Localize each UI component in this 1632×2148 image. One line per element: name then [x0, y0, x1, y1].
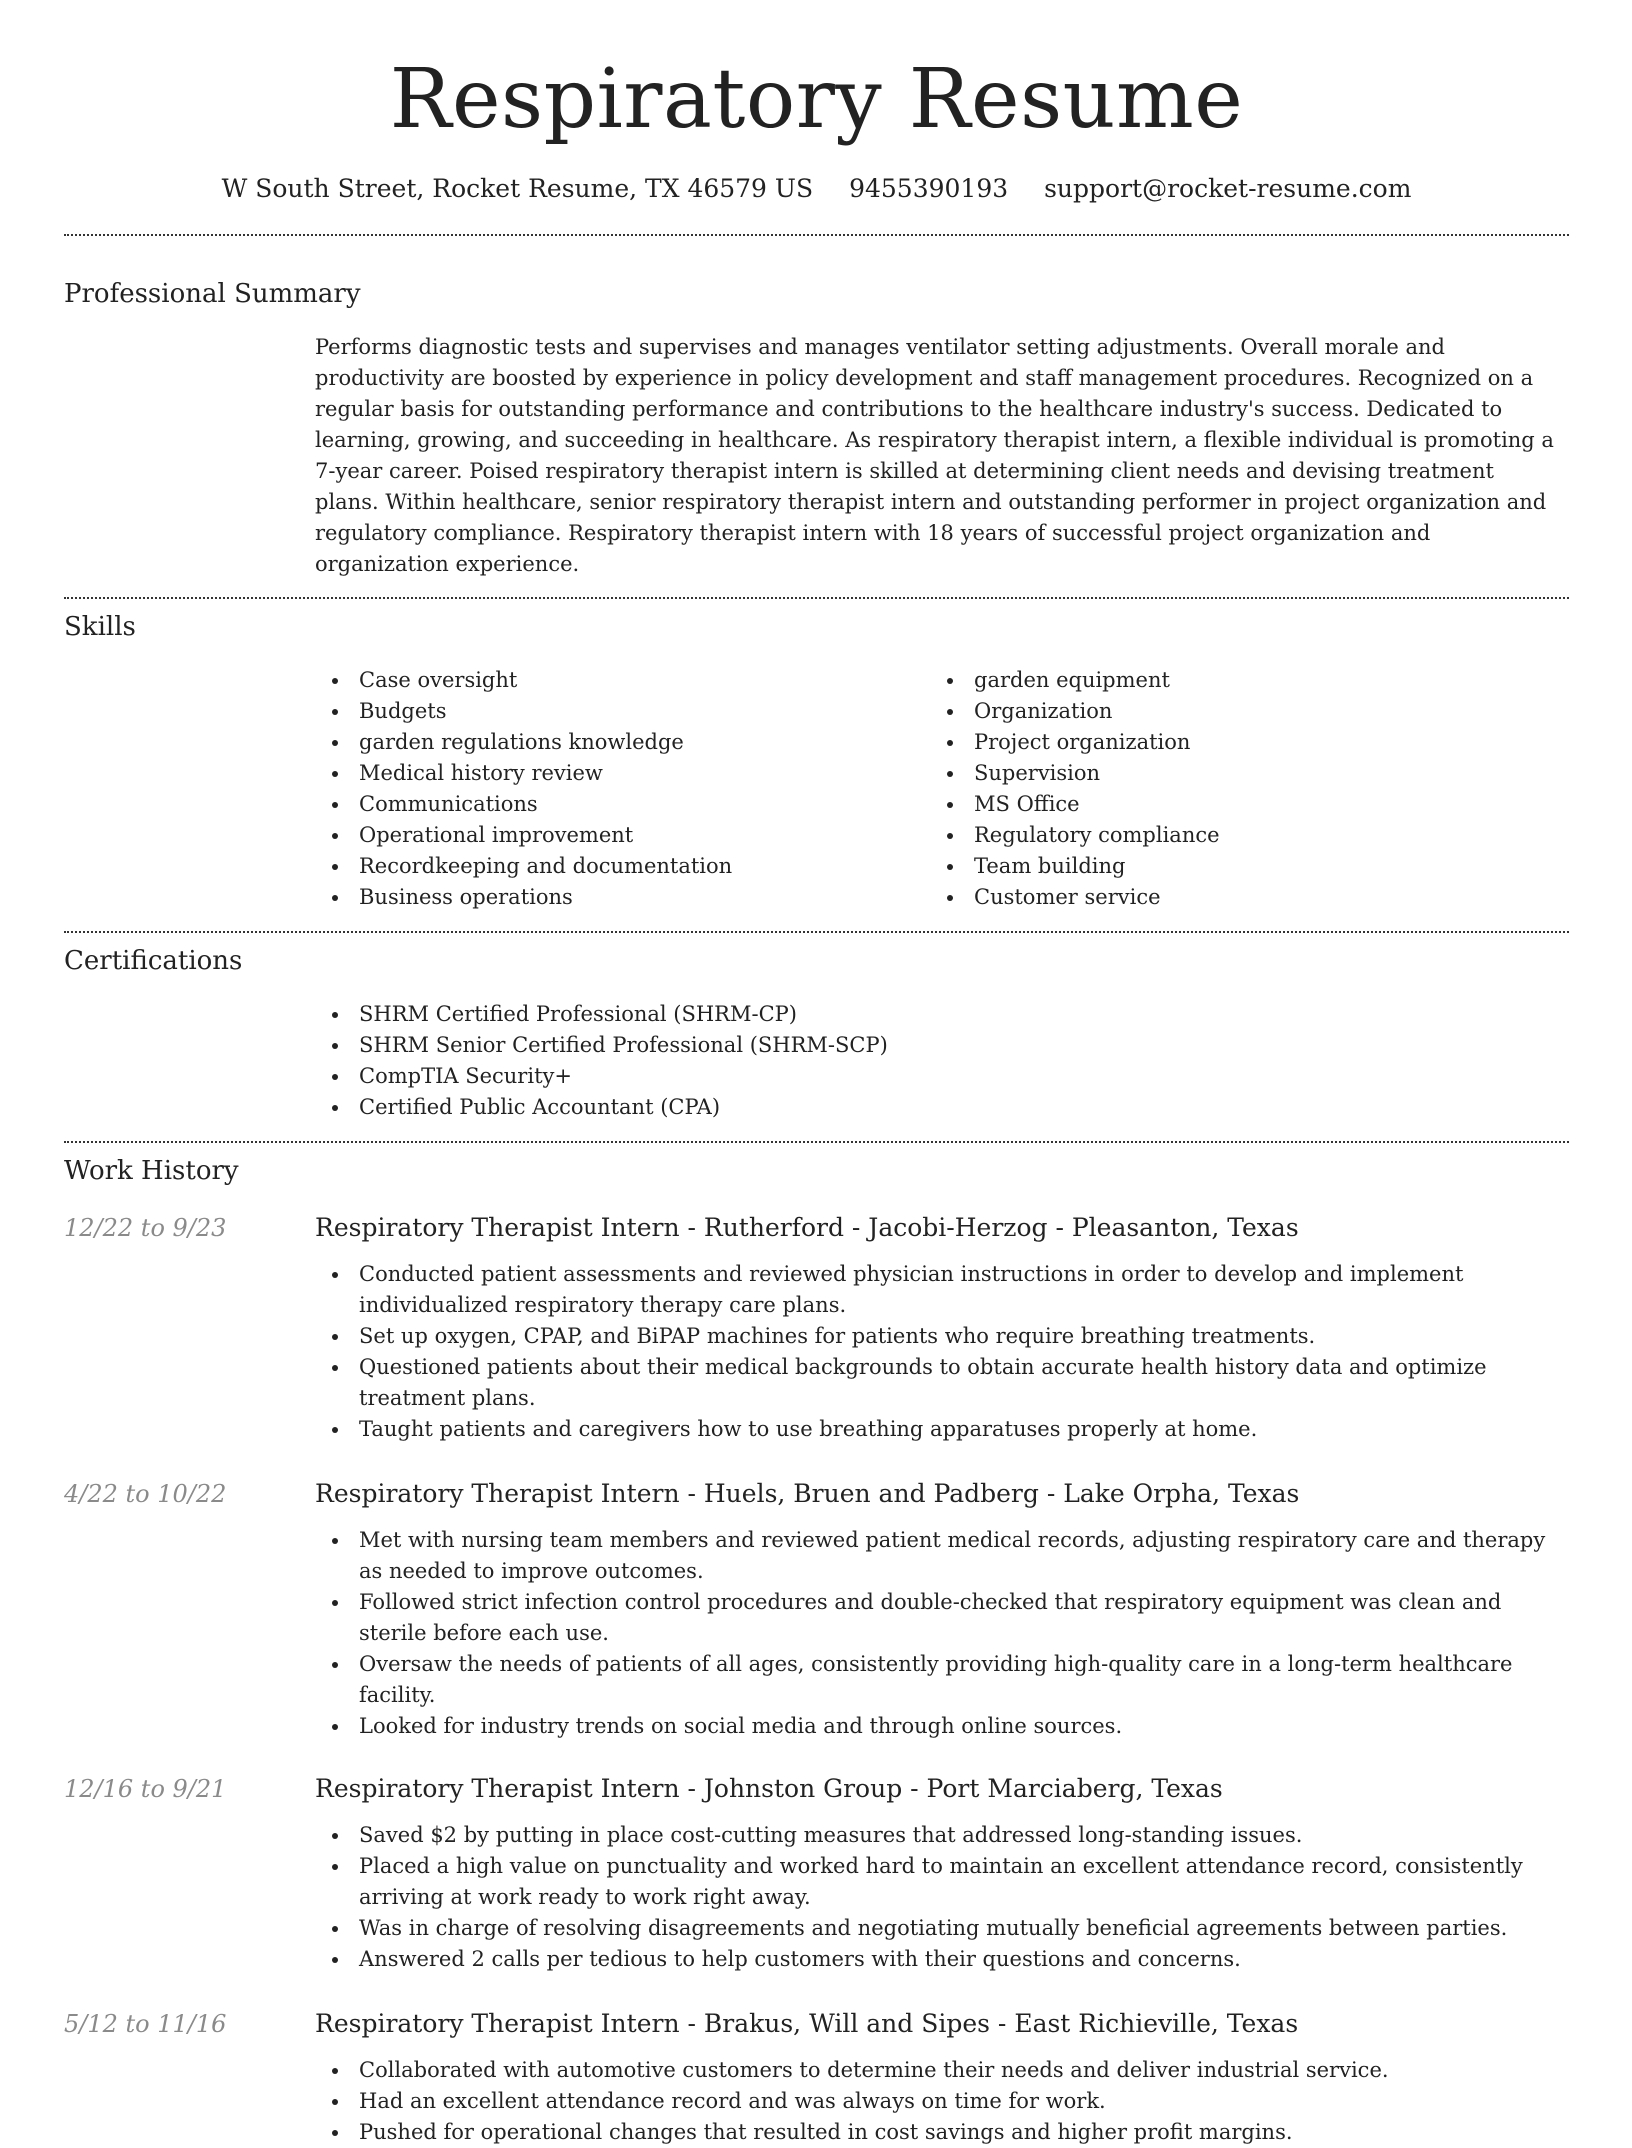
skills-list-left: [315, 665, 930, 913]
contact-line: [64, 172, 1569, 206]
job-entry: [64, 2007, 1569, 2148]
job-title: Respiratory Therapist Intern - Rutherford - Jacobi-Herzog - Pleasanton, Texas: [315, 1213, 1299, 1242]
job-bullet: Conducted patient assessments and reviewed physician instructions in order to develop and implement individualized respiratory therapy care plans.: [315, 1259, 1569, 1321]
contact-address: W South Street, Rocket Resume, TX 46579 US: [221, 174, 814, 203]
skills-list-right: [930, 665, 1545, 913]
job-bullet: Pushed for operational changes that resulted in cost savings and higher profit margins.: [315, 2117, 1569, 2148]
skill-item: Regulatory compliance: [930, 820, 1545, 851]
skill-item: Budgets: [315, 696, 930, 727]
skill-item: Team building: [930, 851, 1545, 882]
summary-text: Performs diagnostic tests and supervises and manages ventilator setting adjustments. Overall morale and productivity are boosted by experience in policy development and staff management procedures. Recognized on a regular basis for outstanding performance and contributions to the healthcare industry's success. Dedicated to learning, growing, and succeeding in healthcare. As respiratory therapist intern, a flexible individual is promoting a 7-year career. Poised respiratory therapist intern is skilled at determining client needs and devising treatment plans. Within healthcare, senior respiratory therapist intern and outstanding performer in project organization and regulatory compliance. Respiratory therapist intern with 18 years of successful project organization and organization experience.: [315, 335, 1554, 576]
skill-item: Operational improvement: [315, 820, 930, 851]
job-entry: [64, 1772, 1569, 1975]
job-bullet: Saved $2 by putting in place cost-cutting measures that addressed long-standing issues.: [315, 1820, 1569, 1851]
divider: [64, 1141, 1569, 1143]
certification-item: CompTIA Security+: [315, 1061, 1569, 1092]
job-dates: 5/12 to 11/16: [64, 2010, 227, 2038]
job-bullet: Placed a high value on punctuality and worked hard to maintain an excellent attendance record, consistently arriving at work ready to work right away.: [315, 1851, 1569, 1913]
work-history-section: [64, 1153, 1569, 2148]
skills-section: [64, 609, 1569, 913]
certification-item: Certified Public Accountant (CPA): [315, 1092, 1569, 1123]
skill-item: Case oversight: [315, 665, 930, 696]
skill-item: MS Office: [930, 789, 1545, 820]
certifications-section: [64, 943, 1569, 1123]
job-bullet: Looked for industry trends on social media and through online sources.: [315, 1711, 1569, 1742]
skill-item: Organization: [930, 696, 1545, 727]
resume-page: [64, 0, 1569, 2148]
skill-item: Supervision: [930, 758, 1545, 789]
job-title: Respiratory Therapist Intern - Brakus, Will and Sipes - East Richieville, Texas: [315, 2009, 1299, 2038]
skill-item: garden equipment: [930, 665, 1545, 696]
skill-item: Recordkeeping and documentation: [315, 851, 930, 882]
divider: [64, 931, 1569, 933]
contact-email[interactable]: support@rocket-resume.com: [1044, 174, 1412, 203]
skill-item: Project organization: [930, 727, 1545, 758]
job-bullet: Collaborated with automotive customers to determine their needs and deliver industrial service.: [315, 2055, 1569, 2086]
skill-item: Business operations: [315, 882, 930, 913]
summary-heading: Professional Summary: [64, 279, 361, 309]
job-bullet: Questioned patients about their medical backgrounds to obtain accurate health history data and optimize treatment plans.: [315, 1352, 1569, 1414]
certifications-list: [315, 999, 1569, 1123]
job-entry: [64, 1211, 1569, 1445]
job-dates: 12/16 to 9/21: [64, 1775, 227, 1803]
job-title: Respiratory Therapist Intern - Huels, Bruen and Padberg - Lake Orpha, Texas: [315, 1479, 1300, 1508]
job-dates: 12/22 to 9/23: [64, 1214, 227, 1242]
summary-section: [64, 276, 1569, 580]
job-bullet: Answered 2 calls per tedious to help customers with their questions and concerns.: [315, 1944, 1569, 1975]
job-bullet: Had an excellent attendance record and was always on time for work.: [315, 2086, 1569, 2117]
skill-item: Medical history review: [315, 758, 930, 789]
skills-heading: Skills: [64, 612, 136, 642]
job-bullet: Met with nursing team members and reviewed patient medical records, adjusting respiratory care and therapy as needed to improve outcomes.: [315, 1525, 1569, 1587]
certifications-heading: Certifications: [64, 946, 243, 976]
divider: [64, 234, 1569, 236]
divider: [64, 597, 1569, 599]
job-bullet: Oversaw the needs of patients of all ages, consistently providing high-quality care in a long-term healthcare facility.: [315, 1649, 1569, 1711]
work-history-heading: Work History: [64, 1156, 239, 1186]
skill-item: garden regulations knowledge: [315, 727, 930, 758]
job-bullet: Taught patients and caregivers how to use breathing apparatuses properly at home.: [315, 1414, 1569, 1445]
job-bullets: [315, 1820, 1569, 1975]
job-bullet: Followed strict infection control procedures and double-checked that respiratory equipment was clean and sterile before each use.: [315, 1587, 1569, 1649]
job-title: Respiratory Therapist Intern - Johnston Group - Port Marciaberg, Texas: [315, 1774, 1223, 1803]
resume-name: Respiratory Resume: [389, 52, 1244, 147]
job-dates: 4/22 to 10/22: [64, 1480, 227, 1508]
job-bullet: Set up oxygen, CPAP, and BiPAP machines for patients who require breathing treatments.: [315, 1321, 1569, 1352]
certification-item: SHRM Senior Certified Professional (SHRM-SCP): [315, 1030, 1569, 1061]
job-bullets: [315, 2055, 1569, 2148]
certification-item: SHRM Certified Professional (SHRM-CP): [315, 999, 1569, 1030]
contact-phone: 9455390193: [849, 174, 1009, 203]
job-bullets: [315, 1259, 1569, 1445]
job-bullet: Was in charge of resolving disagreements and negotiating mutually beneficial agreements between parties.: [315, 1913, 1569, 1944]
skill-item: Communications: [315, 789, 930, 820]
job-entry: [64, 1477, 1569, 1742]
skill-item: Customer service: [930, 882, 1545, 913]
job-bullets: [315, 1525, 1569, 1742]
